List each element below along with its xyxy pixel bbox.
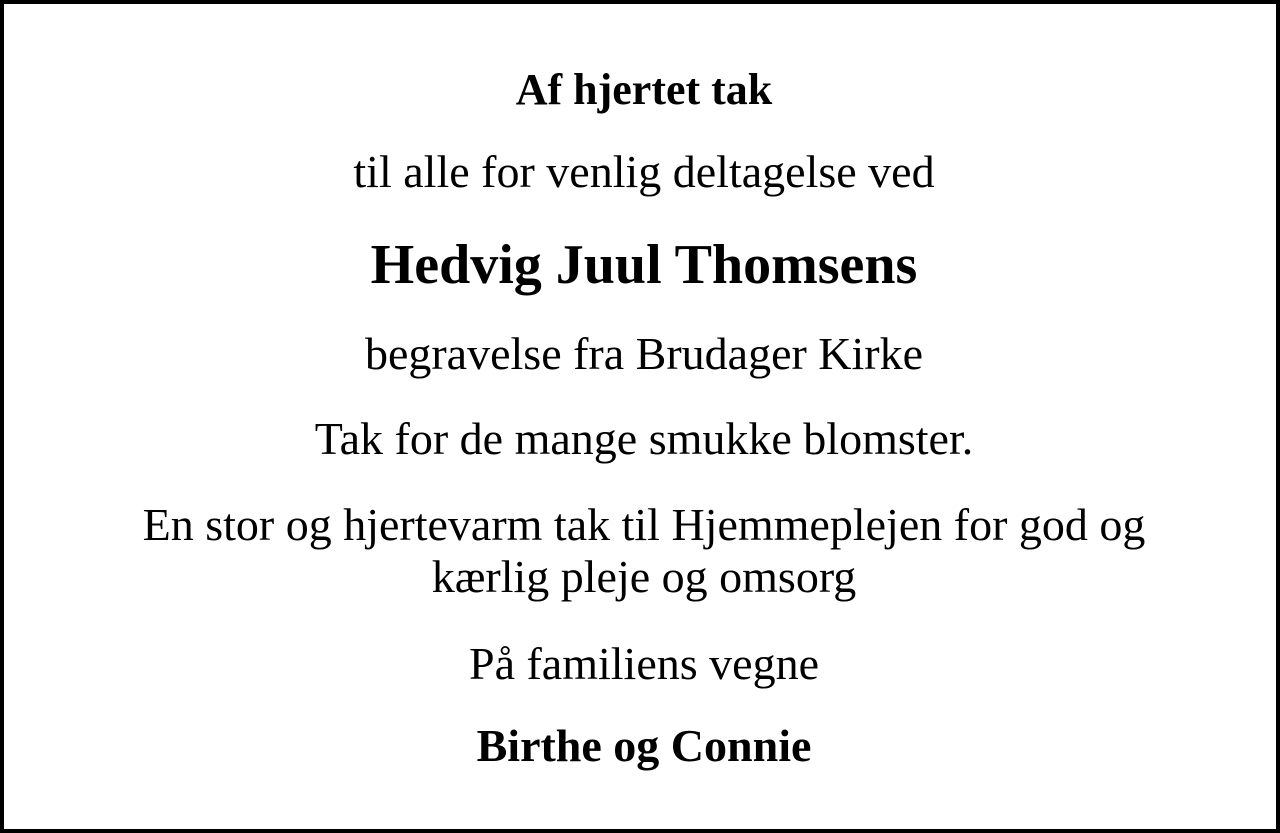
intro-text: til alle for venlig deltagelse ved (353, 146, 935, 197)
care-thanks-line-2: kærlig pleje og omsorg (431, 551, 857, 602)
notice-heading: Af hjertet tak (515, 65, 773, 114)
deceased-name: Hedvig Juul Thomsens (370, 234, 918, 296)
care-thanks-line-1: En stor og hjertevarm tak til Hjemmeplejen for god og (142, 499, 1146, 550)
flowers-thanks-text: Tak for de mange smukke blomster. (314, 413, 974, 464)
on-behalf-text: På familiens vegne (468, 638, 819, 689)
care-thanks-text (4, 499, 1280, 603)
funeral-location-text: begravelse fra Brudager Kirke (364, 328, 924, 379)
signers: Birthe og Connie (476, 720, 812, 771)
